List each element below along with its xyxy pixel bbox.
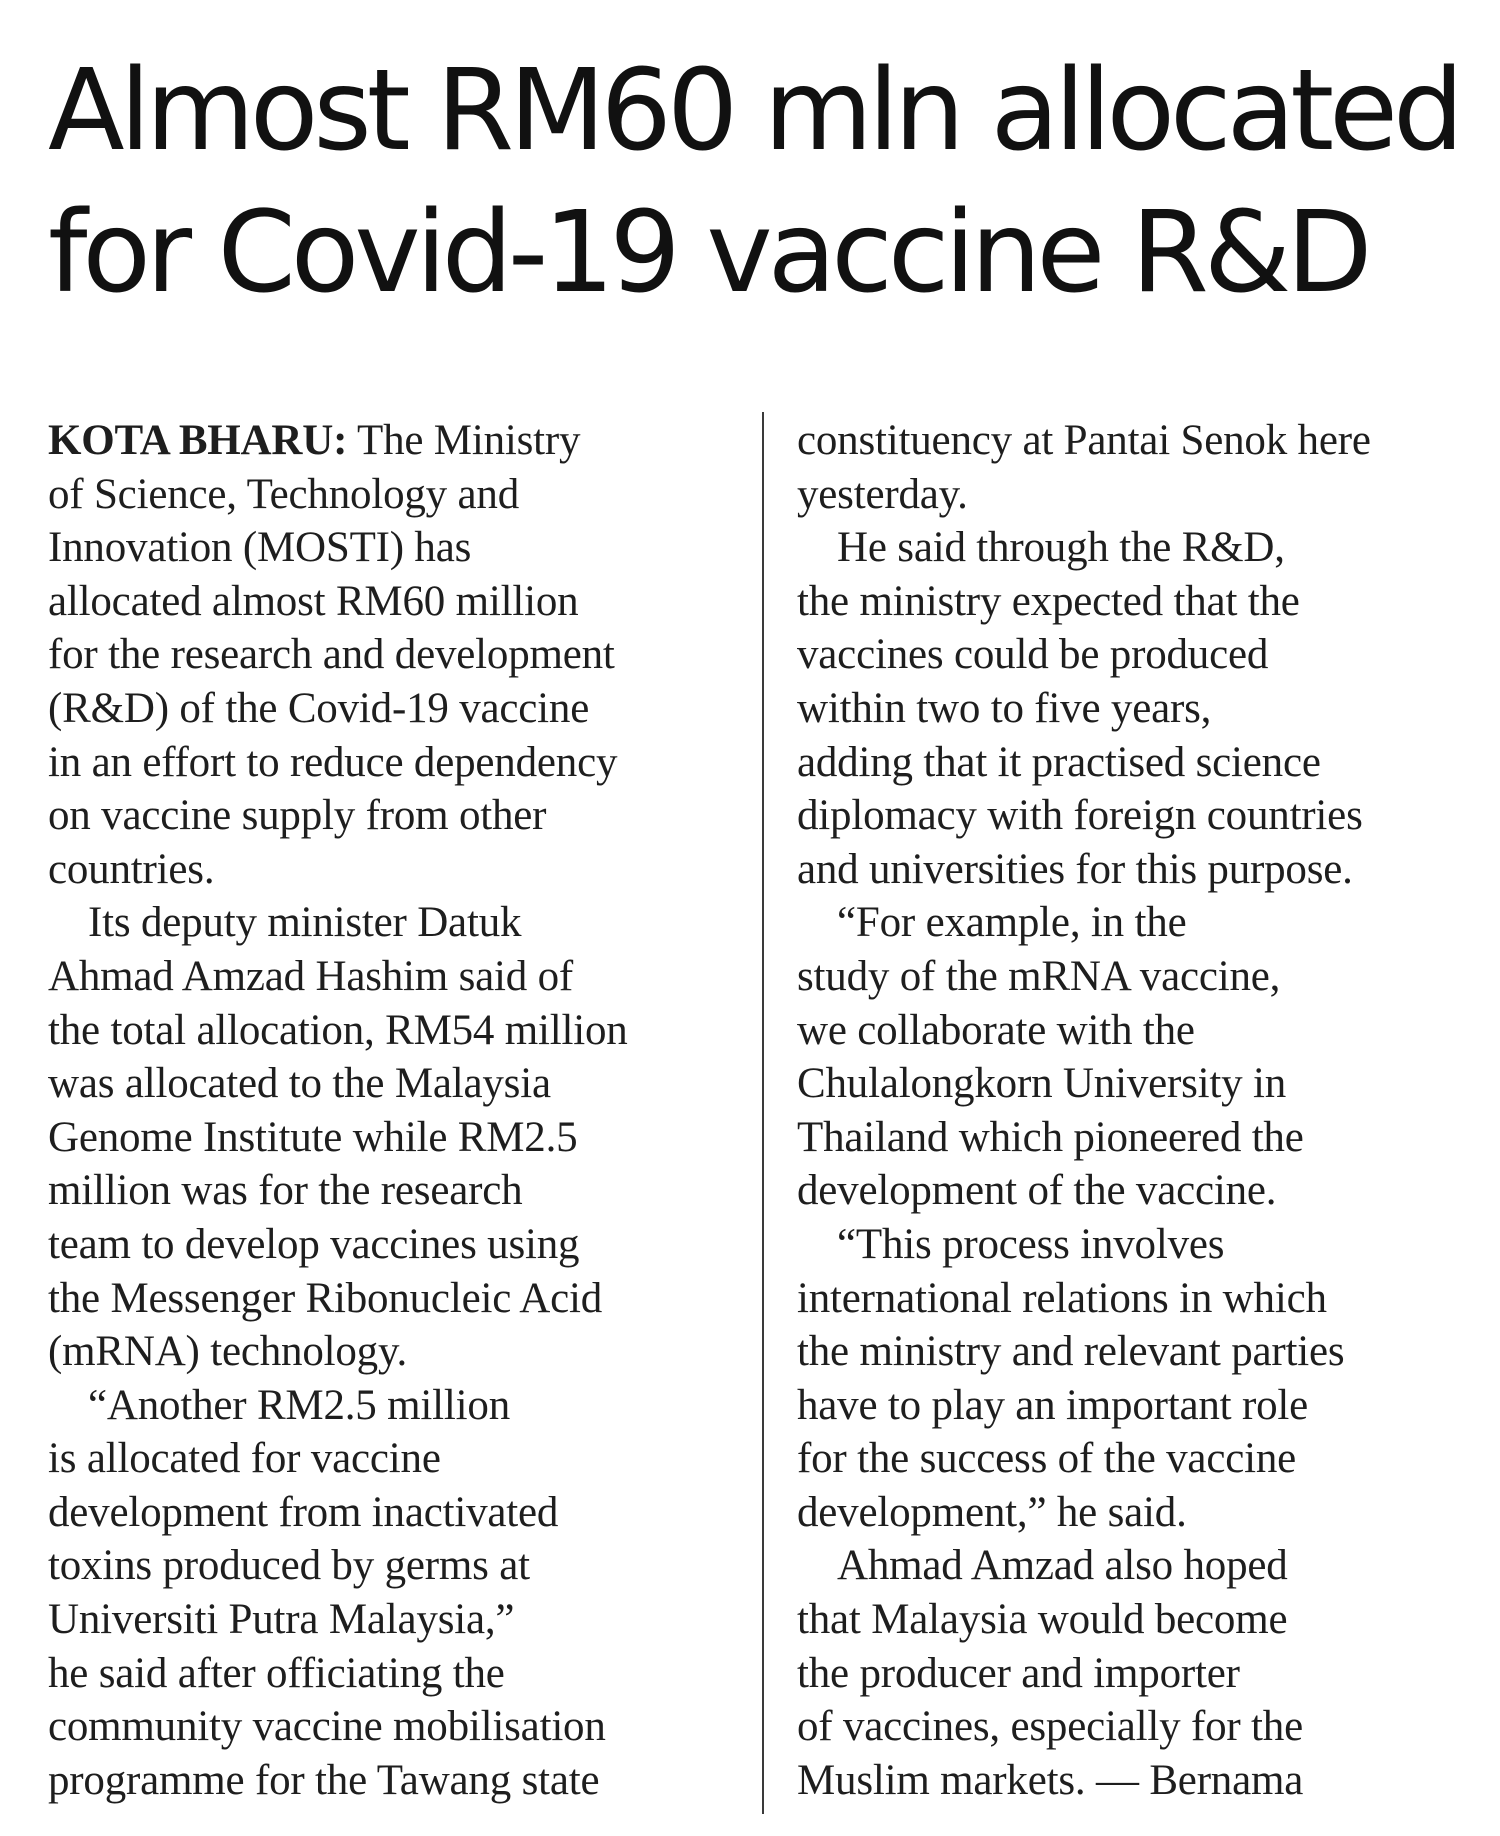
body-line: “For example, in the <box>837 899 1187 947</box>
body-line: the ministry expected that the <box>797 577 1300 625</box>
body-line: of vaccines, especially for the <box>797 1703 1303 1751</box>
body-line: Muslim markets. — Bernama <box>797 1756 1304 1804</box>
body-line: the ministry and relevant parties <box>797 1328 1345 1376</box>
article-column-right <box>797 414 1487 1807</box>
body-line: Ahmad Amzad also hoped <box>837 1542 1288 1590</box>
body-line: He said through the R&D, <box>837 524 1285 572</box>
body-line: we collaborate with the <box>797 1006 1195 1054</box>
body-line: vaccines could be produced <box>797 631 1269 679</box>
body-line: international relations in which <box>797 1274 1327 1322</box>
body-line: and universities for this purpose. <box>797 845 1353 893</box>
body-line: programme for the Tawang state <box>48 1756 600 1804</box>
body-line: toxins produced by germs at <box>48 1542 530 1590</box>
body-line: allocated almost RM60 million <box>48 577 579 625</box>
body-line: of Science, Technology and <box>48 470 520 518</box>
body-line: Ahmad Amzad Hashim said of <box>48 952 574 1000</box>
body-line: on vaccine supply from other <box>48 792 547 840</box>
body-line <box>48 414 748 468</box>
body-line: study of the mRNA vaccine, <box>797 952 1281 1000</box>
body-line: adding that it practised science <box>797 738 1321 786</box>
body-line: countries. <box>48 845 215 893</box>
body-line: was allocated to the Malaysia <box>48 1060 551 1108</box>
body-line: constituency at Pantai Senok here <box>797 417 1371 464</box>
body-line: for the success of the vaccine <box>797 1435 1297 1483</box>
headline-line-2: for Covid-19 vaccine R&D <box>48 188 1368 318</box>
body-line: Innovation (MOSTI) has <box>48 524 472 572</box>
body-line: Genome Institute while RM2.5 <box>48 1113 578 1161</box>
body-line: yesterday. <box>797 470 968 518</box>
body-line: for the research and development <box>48 631 615 679</box>
body-line: Thailand which pioneered the <box>797 1113 1304 1161</box>
body-line: have to play an important role <box>797 1381 1309 1429</box>
body-line: he said after officiating the <box>48 1649 505 1697</box>
body-line: diplomacy with foreign countries <box>797 792 1363 840</box>
dateline: KOTA BHARU: <box>48 417 348 464</box>
body-line: Chulalongkorn University in <box>797 1060 1287 1108</box>
headline-line-1: Almost RM60 mln allocated <box>48 46 1460 176</box>
body-line: team to develop vaccines using <box>48 1220 580 1268</box>
body-line: is allocated for vaccine <box>48 1435 441 1483</box>
body-line-text: The Ministry <box>347 417 581 464</box>
body-line: “Another RM2.5 million <box>88 1381 510 1429</box>
body-line: in an effort to reduce dependency <box>48 738 618 786</box>
body-line: (mRNA) technology. <box>48 1328 408 1376</box>
headline <box>48 40 1468 324</box>
body-line: the producer and importer <box>797 1649 1240 1697</box>
article-column-left <box>48 414 748 1807</box>
body-line: development of the vaccine. <box>797 1167 1277 1215</box>
body-line: development,” he said. <box>797 1488 1187 1536</box>
body-line: community vaccine mobilisation <box>48 1703 606 1751</box>
body-line: the Messenger Ribonucleic Acid <box>48 1274 603 1322</box>
body-line: the total allocation, RM54 million <box>48 1006 628 1054</box>
body-line: within two to five years, <box>797 684 1212 732</box>
body-line: “This process involves <box>837 1220 1225 1268</box>
body-line: (R&D) of the Covid-19 vaccine <box>48 684 590 732</box>
body-line: development from inactivated <box>48 1488 559 1536</box>
column-divider <box>762 412 764 1814</box>
body-line: Universiti Putra Malaysia,” <box>48 1596 515 1644</box>
body-line: million was for the research <box>48 1167 523 1215</box>
body-line: Its deputy minister Datuk <box>88 899 522 947</box>
body-line: that Malaysia would become <box>797 1596 1288 1644</box>
